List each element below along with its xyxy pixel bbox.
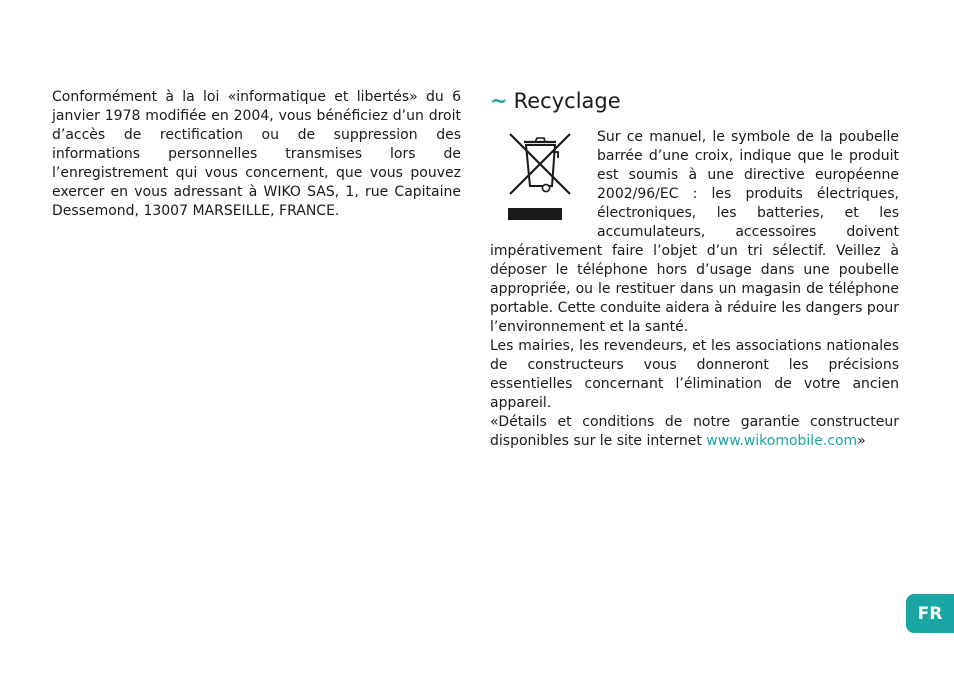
crossed-out-wheelie-bin-icon — [500, 128, 580, 222]
title-tilde: ~ — [490, 89, 508, 113]
privacy-notice — [52, 88, 461, 221]
recycling-paragraph-1: Sur ce manuel, le symbole de la poubelle barrée d’une croix, indique que le produit est soumis à une directive européenne 2002/96/EC : les produits électriques, électroniques, les batteries, et les accumulateurs, accessoires doivent impérativement faire l’objet d’un tri sélectif. Veillez à déposer le téléphone hors d’usage dans une poubelle appropriée, ou le restituer dans un magasin de téléphone portable. Cette conduite aidera à réduire les dangers pour l’environnement et la santé. — [490, 129, 900, 335]
wiko-website-link[interactable]: www.wikomobile.com — [706, 433, 858, 449]
warranty-paragraph — [490, 413, 899, 451]
recycling-section — [490, 86, 899, 451]
section-title — [490, 86, 899, 116]
privacy-paragraph: Conformément à la loi «informatique et libertés» du 6 janvier 1978 modifiée en 2004, vous bénéficiez d’un droit d’accès de rectification ou de suppression des informations personnelles transmises lors de l’enregistrement qui vous concernent, que vous pouvez exercer en vous adressant à WIKO SAS, 1, rue Capitaine Dessemond, 13007 MARSEILLE, FRANCE. — [52, 89, 461, 219]
language-badge: FR — [906, 594, 954, 633]
title-text: Recyclage — [513, 89, 621, 113]
warranty-text: «Détails et conditions de notre garantie constructeur disponibles sur le site internet — [490, 414, 899, 449]
warranty-closing-quote: » — [857, 433, 866, 449]
recycling-paragraph-2: Les mairies, les revendeurs, et les associations nationales de constructeurs vous donneront les précisions essentielles concernant l’élimination de votre ancien appareil. — [490, 338, 899, 411]
